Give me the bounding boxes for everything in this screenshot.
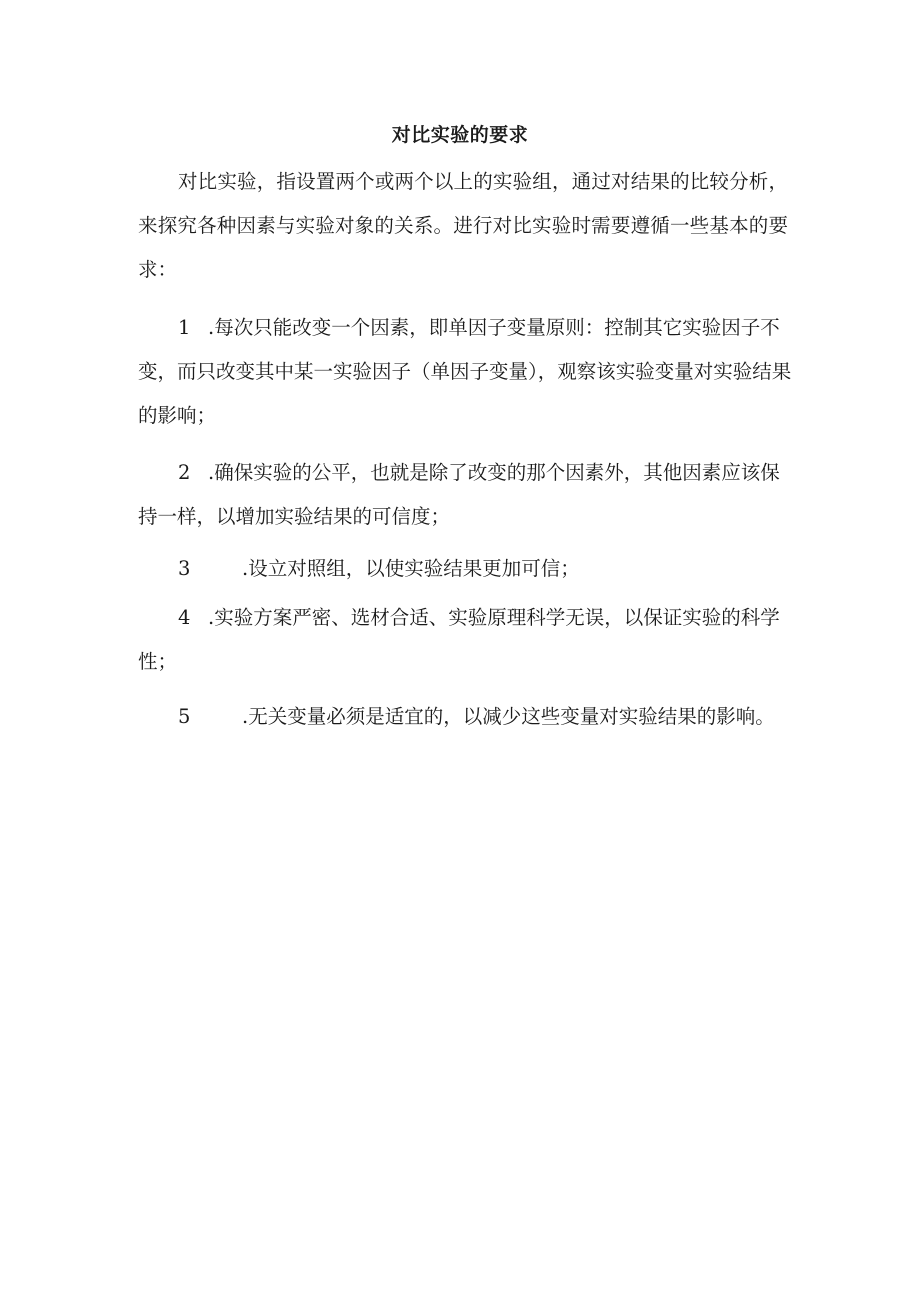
list-item-text: .实验方案严密、选材合适、实验原理科学无误，以保证实验的科学性； (138, 606, 780, 673)
list-item-1 (138, 306, 798, 438)
list-item-number: 3 (178, 557, 191, 580)
list-item-2 (138, 451, 798, 539)
list-item-4 (138, 596, 798, 684)
list-item-5 (138, 695, 798, 739)
list-item-number: 5 (178, 705, 191, 728)
list-item-number: 2 (178, 461, 191, 484)
list-item-number: 1 (178, 316, 191, 339)
list-item-number: 4 (178, 606, 191, 629)
list-item-text: .确保实验的公平，也就是除了改变的那个因素外，其他因素应该保持一样，以增加实验结果的可信度； (138, 461, 780, 528)
intro-paragraph: 对比实验，指设置两个或两个以上的实验组，通过对结果的比较分析，来探究各种因素与实验对象的关系。进行对比实验时需要遵循一些基本的要求： (138, 170, 788, 281)
list-item-text: .设立对照组，以使实验结果更加可信； (242, 557, 580, 580)
list-item-3 (138, 547, 798, 591)
list-item-text: .无关变量必须是适宜的，以减少这些变量对实验结果的影响。 (242, 705, 775, 728)
document-title: 对比实验的要求 (391, 124, 529, 146)
list-item-text: .每次只能改变一个因素，即单因子变量原则：控制其它实验因子不变，而只改变其中某一实验因子（单因子变量），观察该实验变量对实验结果的影响； (138, 316, 792, 427)
